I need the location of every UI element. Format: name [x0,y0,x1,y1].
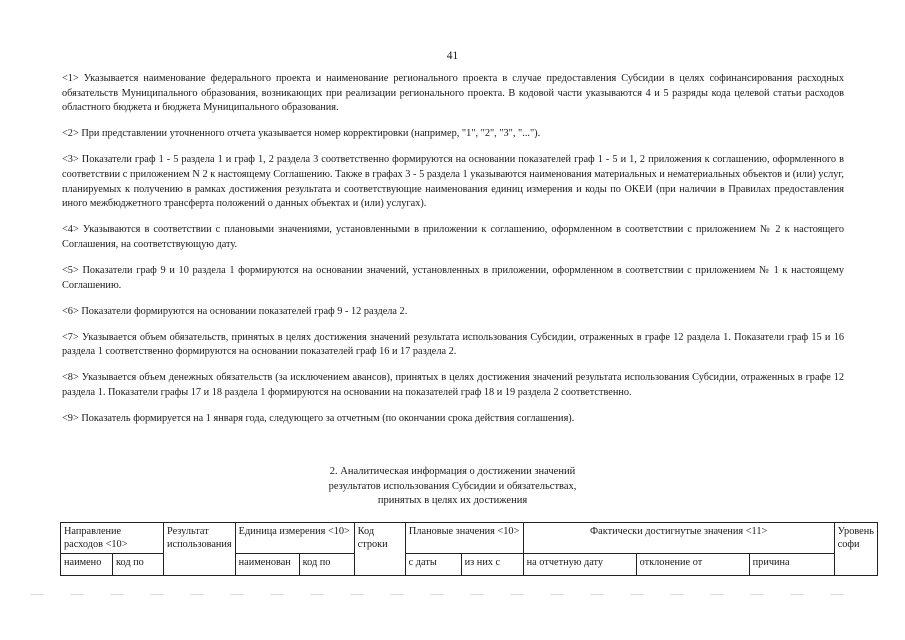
sub-direction-name: наимено [61,554,113,576]
section-title-line-3: принятых в целях их достижения [377,495,528,506]
footnote-5: <5> Показатели граф 9 и 10 раздела 1 формируются на основании значений, установленных в приложении, оформленном в соответствии с приложением № 1 к настоящему Соглашению. [62,264,844,291]
table-header-row [61,523,878,554]
sub-fact-report-date: на отчетную дату [523,554,636,576]
header-unit: Единица измерения <10> [235,523,354,554]
header-direction: Направление расходов <10> [61,523,164,554]
footnote-9: <9> Показатель формируется на 1 января года, следующего за отчетным (по окончании срока действия соглашения). [62,413,575,425]
header-result: Результат использования [164,523,236,576]
footnote-6: <6> Показатели формируются на основании показателей граф 9 - 12 раздела 2. [62,305,408,317]
footnote-2: <2> При представлении уточненного отчета указывается номер корректировки (например, "1", "2", "3", "..."). [62,128,541,140]
footnote-8: <8> Указывается объем денежных обязательств (за исключением авансов), принятых в целях достижения значений результата использования Субсидии, отраженных в графе 12 раздела 1. Показатели графы 17 и 18 раздела 1 формируются на основании на показателей граф 18 и 19 раздела 2 соответственно. [62,372,844,398]
sub-plan-from-date: с даты [405,554,461,576]
header-level: Уровень софи [834,523,877,576]
header-fact: Фактически достигнутые значения <11> [523,523,834,554]
sub-fact-deviation: отклонение от [636,554,749,576]
sub-plan-including: из них с [461,554,523,576]
footnotes [62,72,844,438]
section-title [0,465,905,509]
footnote-3: <3> Показатели граф 1 - 5 раздела 1 и граф 1, 2 раздела 3 соответственно формируются на основании показателей граф 1 - 5 и 1, 2 приложения к соглашению, оформленного в соответствии с приложением N 2 к настоящему Соглашению. Также в графах 3 - 5 раздела 1 указываются наименования материальных и нематериальных объектов и (или) услуг, планируемых к получению в рамках достижения результата и соответствующие наименования единиц измерения и коды по ОКЕИ (при наличии в Правилах предоставления иного межбюджетного трансферта положений о данных объектах и (или) услугах). [62,154,844,210]
scan-artifact-line [30,594,870,595]
footnote-4: <4> Указываются в соответствии с плановыми значениями, установленными в приложении к соглашению, оформленном в соответствии с приложением № 2 к настоящего Соглашения, на соответствующую дату. [62,224,844,250]
footnote-1: <1> Указывается наименование федерального проекта и наименование регионального проекта в случае предоставления Субсидии в целях софинансирования расходных обязательств Муниципального образования, возникающих при реализации регионального проекта. В кодовой части указываются 4 и 5 разряды кода целевой статьи расходов областного бюджета и бюджета Муниципального образования. [62,73,844,114]
section-title-line-2: результатов использования Субсидии и обязательствах, [328,480,577,492]
header-plan: Плановые значения <10> [405,523,523,554]
page-number: 41 [446,50,459,62]
analytics-table [60,522,878,576]
header-row-code: Код строки [354,523,405,576]
sub-unit-name: наименован [235,554,299,576]
sub-direction-code: код по [113,554,164,576]
section-title-line-1: 2. Аналитическая информация о достижении значений [329,466,576,477]
sub-fact-reason: причина [749,554,834,576]
sub-unit-code: код по [299,554,354,576]
footnote-7: <7> Указывается объем обязательств, принятых в целях достижения значений результата использования Субсидии, отраженных в графе 12 раздела 1. Показатели граф 15 и 16 раздела 1 соответственно формируются на основании показателей граф 16 и 17 раздела 2. [62,331,844,358]
